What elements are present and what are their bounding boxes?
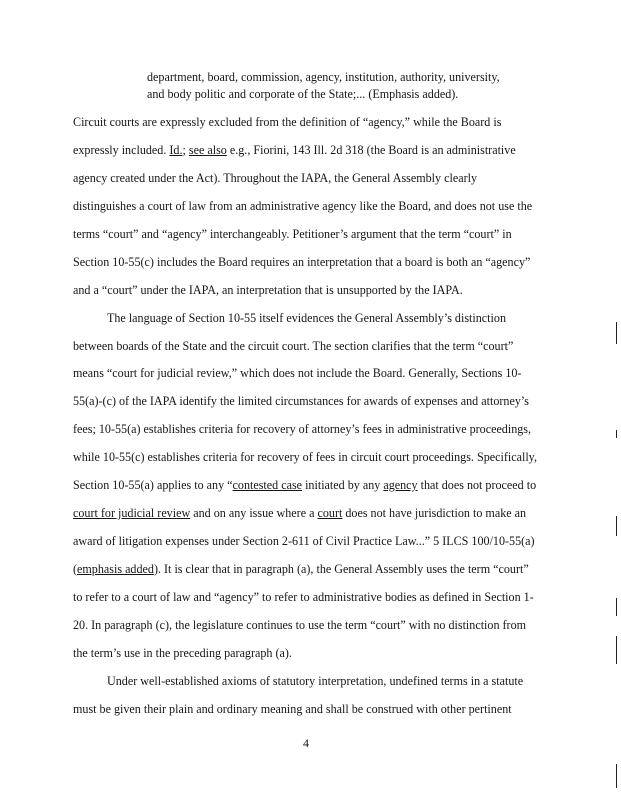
scan-mark bbox=[616, 322, 617, 344]
underlined-term: court bbox=[317, 506, 343, 520]
underlined-term: emphasis added bbox=[77, 562, 154, 576]
paragraph-line: between boards of the State and the circuit court. The section clarifies that the term “court” bbox=[73, 339, 514, 353]
text-run: and on any issue where a bbox=[190, 506, 318, 520]
paragraph-line: award of litigation expenses under Section 2-611 of Civil Practice Law...” 5 ILCS 100/10-55(a) bbox=[73, 534, 535, 548]
scan-mark bbox=[616, 764, 617, 788]
paragraph-line: 55(a)-(c) of the IAPA identify the limited circumstances for awards of expenses and attorney’s bbox=[73, 394, 529, 408]
page-number: 4 bbox=[303, 736, 309, 750]
paragraph-line bbox=[73, 506, 526, 520]
paragraph-line: while 10-55(c) establishes criteria for recovery of fees in circuit court proceedings. Specifically, bbox=[73, 450, 537, 464]
paragraph-line: terms “court” and “agency” interchangeably. Petitioner’s argument that the term “court” in bbox=[73, 227, 512, 241]
paragraph-line: and a “court” under the IAPA, an interpretation that is unsupported by the IAPA. bbox=[73, 283, 463, 297]
paragraph-line: 20. In paragraph (c), the legislature continues to use the term “court” with no distinction from bbox=[73, 618, 527, 632]
scan-mark bbox=[616, 598, 617, 616]
paragraph-line: The language of Section 10-55 itself evidences the General Assembly’s distinction bbox=[107, 311, 506, 325]
paragraph-line: Circuit courts are expressly excluded from the definition of “agency,” while the Board is bbox=[73, 115, 502, 129]
scan-mark bbox=[616, 430, 617, 438]
paragraph-line bbox=[73, 143, 516, 157]
paragraph-line: Under well-established axioms of statutory interpretation, undefined terms in a statute bbox=[107, 674, 524, 688]
block-quote-line: department, board, commission, agency, institution, authority, university, bbox=[147, 70, 500, 84]
text-run: ; bbox=[182, 143, 189, 157]
scan-mark bbox=[616, 516, 617, 536]
paragraph-line bbox=[73, 562, 529, 576]
paragraph-line: to refer to a court of law and “agency” to refer to administrative bodies as defined in Section 1- bbox=[73, 590, 534, 604]
text-run: does not have jurisdiction to make an bbox=[342, 506, 527, 520]
underlined-term: contested case bbox=[232, 478, 303, 492]
paragraph-line: agency created under the Act). Throughout the IAPA, the General Assembly clearly bbox=[73, 171, 478, 185]
paragraph-line: fees; 10-55(a) establishes criteria for recovery of attorney’s fees in administrative proceedings, bbox=[73, 422, 532, 436]
underlined-citation: Id. bbox=[169, 143, 183, 157]
text-run: ( bbox=[73, 562, 78, 576]
text-run: ). It is clear that in paragraph (a), the General Assembly uses the term “court” bbox=[153, 562, 529, 576]
paragraph-line: distinguishes a court of law from an administrative agency like the Board, and does not use the bbox=[73, 199, 533, 213]
paragraph-line: must be given their plain and ordinary meaning and shall be construed with other pertinent bbox=[73, 702, 512, 716]
underlined-term: agency bbox=[383, 478, 418, 492]
block-quote-line: and body politic and corporate of the State;... (Emphasis added). bbox=[147, 87, 459, 101]
underlined-citation: see also bbox=[188, 143, 227, 157]
text-run: that does not proceed to bbox=[417, 478, 537, 492]
text-run: Section 10-55(a) applies to any “ bbox=[73, 478, 233, 492]
underlined-term: court for judicial review bbox=[73, 506, 191, 520]
paragraph-line: the term’s use in the preceding paragraph (a). bbox=[73, 646, 292, 660]
text-run: e.g., Fiorini, 143 Ill. 2d 318 (the Board is an administrative bbox=[226, 143, 516, 157]
paragraph-line: means “court for judicial review,” which does not include the Board. Generally, Sections 10- bbox=[73, 366, 522, 380]
scan-mark bbox=[616, 636, 617, 664]
paragraph-line: Section 10-55(c) includes the Board requires an interpretation that a board is both an “agency” bbox=[73, 255, 531, 269]
text-run: expressly included. bbox=[73, 143, 170, 157]
paragraph-line bbox=[73, 478, 536, 492]
text-run: initiated by any bbox=[302, 478, 384, 492]
